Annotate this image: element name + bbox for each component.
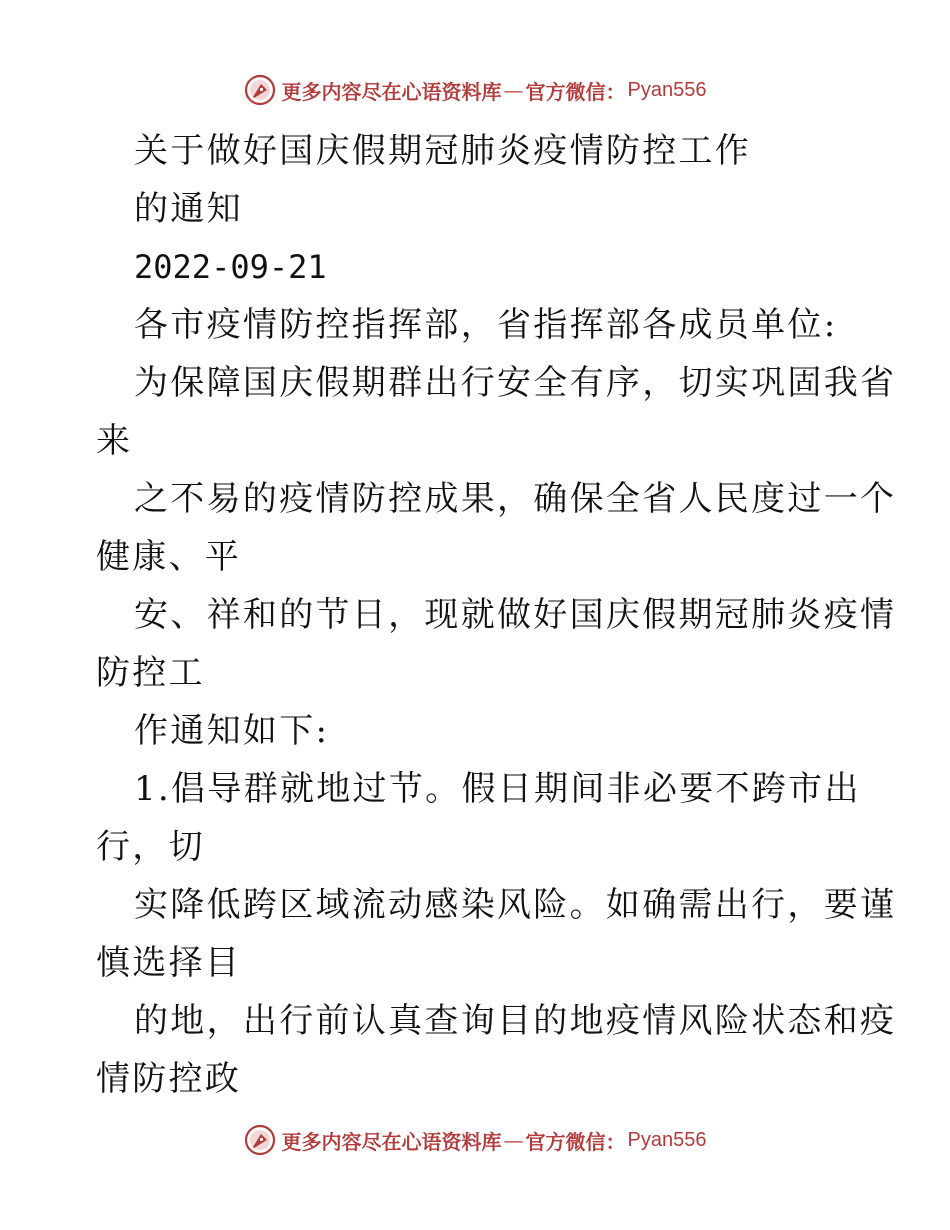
date-line: 2022-09-21 [134, 248, 327, 286]
text-line: 行，切 [96, 827, 205, 867]
text-line: 作通知如下: [134, 711, 330, 751]
text-line: 的地，出行前认真查询目的地疫情风险状态和疫 [134, 1001, 897, 1041]
text-line: 各市疫情防控指挥部，省指挥部各成员单位: [134, 305, 838, 345]
banner-label: 官方微信： [525, 1129, 626, 1154]
text-line: 实降低跨区域流动感染风险。如确需出行，要谨 [134, 885, 897, 925]
banner-separator: — [503, 1128, 524, 1152]
title-line-1: 关于做好国庆假期冠肺炎疫情防控工作 [134, 131, 752, 171]
banner-text: 更多内容尽在心语资料库 [281, 79, 502, 104]
banner-text: 更多内容尽在心语资料库 [281, 1129, 502, 1154]
header-banner [0, 72, 950, 108]
banner-handle: Pyan556 [627, 78, 707, 101]
text-line: 情防控政 [96, 1059, 242, 1099]
pen-nib-logo-icon [244, 1124, 276, 1156]
document-body [96, 122, 897, 1108]
text-line: 来 [96, 421, 133, 461]
banner-handle: Pyan556 [627, 1128, 707, 1151]
text-line: 之不易的疫情防控成果，确保全省人民度过一个 [134, 479, 897, 519]
text-line: 安、祥和的节日，现就做好国庆假期冠肺炎疫情 [134, 595, 897, 635]
banner-separator: — [503, 78, 524, 102]
text-line: 为保障国庆假期群出行安全有序，切实巩固我省 [134, 363, 897, 403]
text-line: 慎选择目 [96, 943, 242, 983]
text-line: 健康、平 [96, 537, 242, 577]
text-line: 1.倡导群就地过节。假日期间非必要不跨市出 [134, 769, 861, 809]
banner-label: 官方微信： [525, 79, 626, 104]
footer-banner [0, 1122, 950, 1158]
text-line: 防控工 [96, 653, 205, 693]
pen-nib-logo-icon [244, 74, 276, 106]
title-line-2: 的通知 [134, 189, 243, 229]
